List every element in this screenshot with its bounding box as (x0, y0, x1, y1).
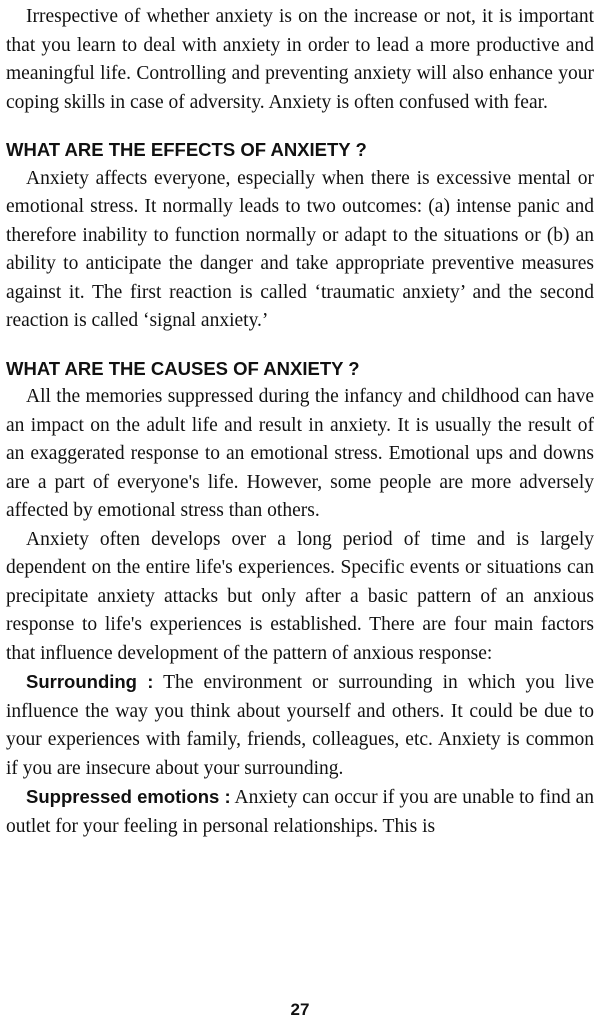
factor-term: Suppressed emotions : (26, 786, 231, 807)
effects-heading: WHAT ARE THE EFFECTS OF ANXIETY ? (6, 139, 367, 160)
page-number: 27 (290, 1000, 310, 1019)
factor-paragraph-surrounding (6, 668, 594, 783)
factor-text: The environment or surrounding in which you live influence the way you think about yourself and others. It could be due to your experiences with family, friends, colleagues, etc. Anxiety is common if you are insecure about your surrounding. (6, 672, 594, 779)
factor-text: Anxiety can occur if you are unable to find an outlet for your feeling in personal relationships. This is (6, 787, 594, 837)
causes-paragraph: All the memories suppressed during the infancy and childhood can have an impact on the adult life and result in anxiety. It is usually the result of an exaggerated response to an emotional stress. Emotional ups and downs are a part of everyone's life. However, some people are more adversely affected by emotional stress than others. (6, 386, 594, 521)
intro-paragraph: Irrespective of whether anxiety is on the increase or not, it is important that you learn to deal with anxiety in order to lead a more productive and meaningful life. Controlling and preventing anxiety will also enhance your coping skills in case of adversity. Anxiety is often confused with fear. (6, 6, 594, 113)
causes-paragraph: Anxiety often develops over a long period of time and is largely dependent on the entire life's experiences. Specific events or situations can precipitate anxiety attacks but only after a basic pattern of an anxious response to life's experiences is established. There are four main factors that influence development of the pattern of anxious response: (6, 528, 594, 664)
causes-heading: WHAT ARE THE CAUSES OF ANXIETY ? (6, 357, 360, 379)
book-page (6, 0, 594, 841)
factor-term: Surrounding : (26, 671, 154, 692)
effects-paragraph: Anxiety affects everyone, especially when there is excessive mental or emotional stress. It normally leads to two outcomes: (a) intense panic and therefore inability to function normally or adapt to the situations or (b) an ability to anticipate the danger and take appropriate preventive measures against it. The first reaction is called ‘traumatic anxiety’ and the second reaction is called ‘signal anxiety.’ (6, 167, 594, 331)
factor-paragraph-suppressed-emotions (6, 783, 594, 841)
